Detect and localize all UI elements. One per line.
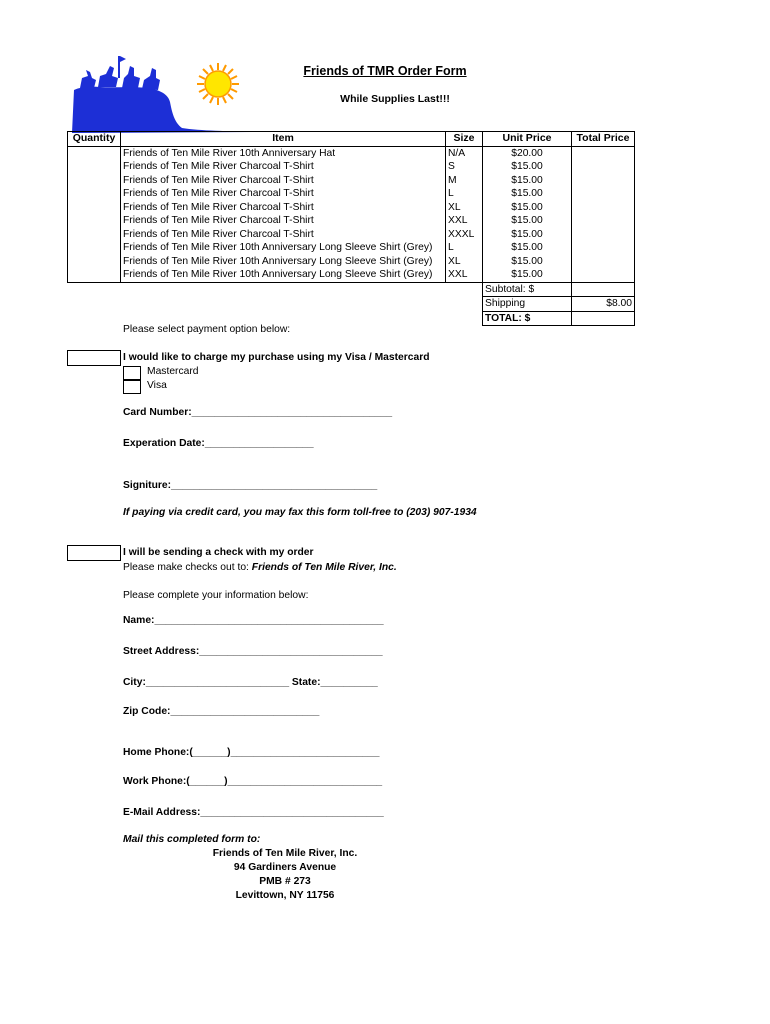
size-cell: XXXL xyxy=(446,228,483,242)
visa-label: Visa xyxy=(147,380,167,391)
page-subtitle: While Supplies Last!!! xyxy=(340,93,450,105)
shipping-row xyxy=(68,297,635,312)
quantity-input[interactable] xyxy=(68,187,121,201)
city-state-field[interactable]: City:_________________________ State:__________ xyxy=(123,677,378,688)
check-option-checkbox[interactable] xyxy=(67,545,121,561)
table-row xyxy=(68,187,635,201)
page-title: Friends of TMR Order Form xyxy=(303,64,467,78)
subtotal-label: Subtotal: $ xyxy=(483,282,572,297)
item-cell: Friends of Ten Mile River 10th Anniversary Long Sleeve Shirt (Grey) xyxy=(121,255,446,269)
header-item: Item xyxy=(121,132,446,147)
check-payable-line xyxy=(123,562,397,573)
item-cell: Friends of Ten Mile River 10th Anniversary Long Sleeve Shirt (Grey) xyxy=(121,241,446,255)
card-option-label: I would like to charge my purchase using my Visa / Mastercard xyxy=(123,352,430,363)
header-size: Size xyxy=(446,132,483,147)
item-cell: Friends of Ten Mile River Charcoal T-Shirt xyxy=(121,160,446,174)
mastercard-label: Mastercard xyxy=(147,366,199,377)
table-row xyxy=(68,174,635,188)
unit-price-cell: $15.00 xyxy=(483,241,572,255)
table-row xyxy=(68,146,635,160)
total-price-input[interactable] xyxy=(572,241,635,255)
payment-prompt: Please select payment option below: xyxy=(123,324,291,335)
quantity-input[interactable] xyxy=(68,241,121,255)
item-cell: Friends of Ten Mile River 10th Anniversary Long Sleeve Shirt (Grey) xyxy=(121,268,446,282)
unit-price-cell: $15.00 xyxy=(483,268,572,282)
shipping-value: $8.00 xyxy=(572,297,635,312)
check-option-label: I will be sending a check with my order xyxy=(123,547,314,558)
mailing-line-3: PMB # 273 xyxy=(259,876,311,887)
size-cell: XXL xyxy=(446,214,483,228)
size-cell: XXL xyxy=(446,268,483,282)
unit-price-cell: $15.00 xyxy=(483,214,572,228)
table-row xyxy=(68,255,635,269)
quantity-input[interactable] xyxy=(68,160,121,174)
mailing-line-4: Levittown, NY 11756 xyxy=(235,890,335,901)
card-option-checkbox[interactable] xyxy=(67,350,121,366)
total-price-input[interactable] xyxy=(572,187,635,201)
unit-price-cell: $15.00 xyxy=(483,160,572,174)
quantity-input[interactable] xyxy=(68,268,121,282)
fax-note: If paying via credit card, you may fax this form toll-free to (203) 907-1934 xyxy=(123,507,477,518)
item-cell: Friends of Ten Mile River Charcoal T-Shirt xyxy=(121,187,446,201)
item-cell: Friends of Ten Mile River Charcoal T-Shirt xyxy=(121,174,446,188)
header-unit-price: Unit Price xyxy=(483,132,572,147)
table-header-row xyxy=(68,132,635,147)
quantity-input[interactable] xyxy=(68,228,121,242)
size-cell: M xyxy=(446,174,483,188)
total-price-input[interactable] xyxy=(572,228,635,242)
table-row xyxy=(68,160,635,174)
unit-price-cell: $15.00 xyxy=(483,255,572,269)
table-row xyxy=(68,201,635,215)
size-cell: L xyxy=(446,187,483,201)
size-cell: XL xyxy=(446,255,483,269)
item-cell: Friends of Ten Mile River Charcoal T-Shirt xyxy=(121,214,446,228)
total-price-input[interactable] xyxy=(572,160,635,174)
table-row xyxy=(68,241,635,255)
mailing-line-2: 94 Gardiners Avenue xyxy=(233,862,337,873)
subtotal-row xyxy=(68,282,635,297)
total-price-input[interactable] xyxy=(572,174,635,188)
shipping-label: Shipping xyxy=(483,297,572,312)
email-field[interactable]: E-Mail Address:________________________________ xyxy=(123,807,384,818)
name-field[interactable]: Name:________________________________________ xyxy=(123,615,384,626)
size-cell: L xyxy=(446,241,483,255)
work-phone-field[interactable]: Work Phone:(______)___________________________ xyxy=(123,776,383,787)
unit-price-cell: $15.00 xyxy=(483,228,572,242)
page-title-wrap xyxy=(0,62,770,80)
home-phone-field[interactable]: Home Phone:(______)__________________________ xyxy=(123,747,380,758)
zip-code-field[interactable]: Zip Code:__________________________ xyxy=(123,706,320,717)
item-cell: Friends of Ten Mile River 10th Anniversary Hat xyxy=(121,146,446,160)
quantity-input[interactable] xyxy=(68,146,121,160)
check-payable-name: Friends of Ten Mile River, Inc. xyxy=(251,562,397,573)
unit-price-cell: $20.00 xyxy=(483,146,572,160)
total-price-input[interactable] xyxy=(572,255,635,269)
quantity-input[interactable] xyxy=(68,255,121,269)
size-cell: S xyxy=(446,160,483,174)
unit-price-cell: $15.00 xyxy=(483,201,572,215)
quantity-input[interactable] xyxy=(68,201,121,215)
header-quantity: Quantity xyxy=(68,132,121,147)
item-cell: Friends of Ten Mile River Charcoal T-Shirt xyxy=(121,228,446,242)
total-price-input[interactable] xyxy=(572,268,635,282)
info-prompt: Please complete your information below: xyxy=(123,590,309,601)
order-table xyxy=(67,131,635,326)
street-address-field[interactable]: Street Address:________________________________ xyxy=(123,646,383,657)
item-cell: Friends of Ten Mile River Charcoal T-Shirt xyxy=(121,201,446,215)
total-price-input[interactable] xyxy=(572,146,635,160)
card-number-field[interactable]: Card Number:___________________________________ xyxy=(123,407,393,418)
table-row xyxy=(68,268,635,282)
expiration-field[interactable]: Experation Date:___________________ xyxy=(123,438,314,449)
mastercard-checkbox[interactable] xyxy=(123,366,141,380)
visa-checkbox[interactable] xyxy=(123,380,141,394)
unit-price-cell: $15.00 xyxy=(483,174,572,188)
total-input[interactable] xyxy=(572,311,635,326)
total-label: TOTAL: $ xyxy=(483,311,572,326)
table-row xyxy=(68,214,635,228)
header-total-price: Total Price xyxy=(572,132,635,147)
size-cell: N/A xyxy=(446,146,483,160)
size-cell: XL xyxy=(446,201,483,215)
table-row xyxy=(68,228,635,242)
unit-price-cell: $15.00 xyxy=(483,187,572,201)
quantity-input[interactable] xyxy=(68,174,121,188)
subtotal-input[interactable] xyxy=(572,282,635,297)
signature-field[interactable]: Signiture:____________________________________ xyxy=(123,480,378,491)
check-payable-prefix: Please make checks out to: xyxy=(123,562,252,573)
quantity-input[interactable] xyxy=(68,214,121,228)
mailing-heading: Mail this completed form to: xyxy=(123,834,261,845)
total-price-input[interactable] xyxy=(572,201,635,215)
mailing-line-1: Friends of Ten Mile River, Inc. xyxy=(212,848,358,859)
total-price-input[interactable] xyxy=(572,214,635,228)
